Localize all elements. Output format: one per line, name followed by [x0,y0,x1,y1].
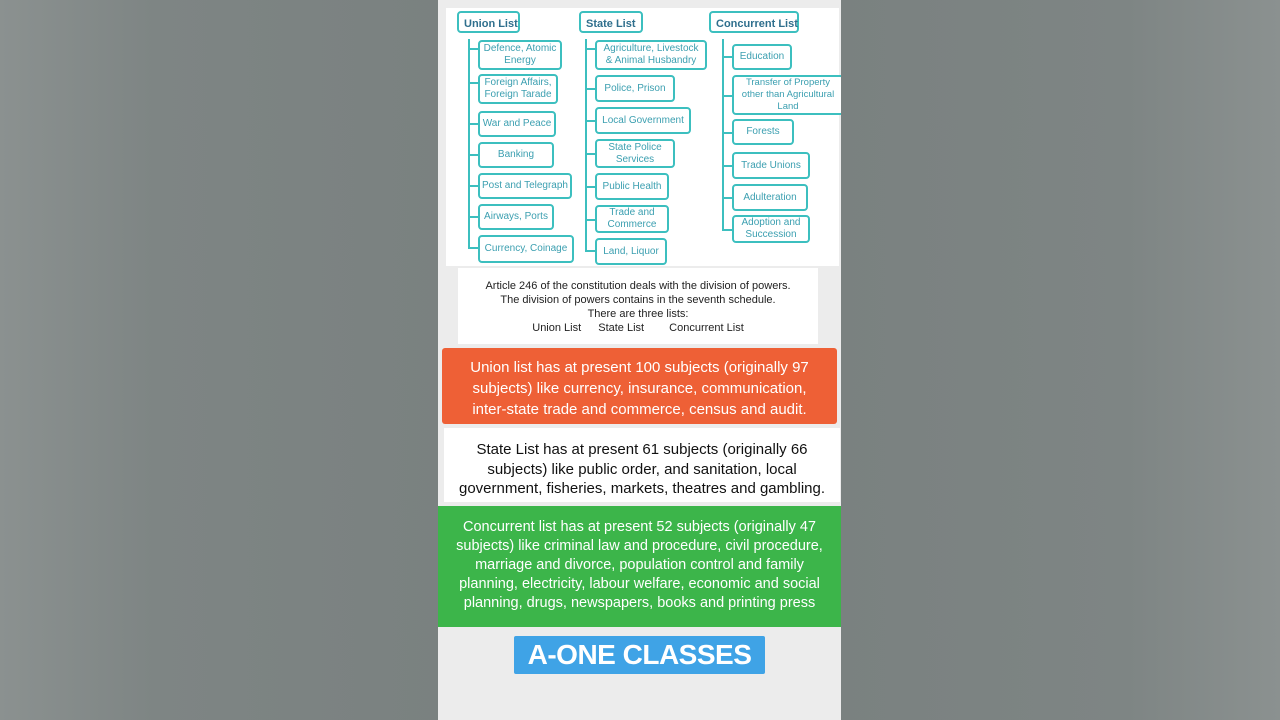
concurrent-list-header: Concurrent List [709,11,799,33]
concurrent-item: Education [732,44,792,70]
concurrent-item: Adulteration [732,184,808,211]
panel-line: subjects) like criminal law and procedure, civil procedure, [456,538,823,554]
union-item: Banking [478,142,554,168]
panel-line: State List has at present 61 subjects (originally 66 [476,441,808,458]
union-item: Currency, Coinage [478,235,574,263]
intro-line: The division of powers contains in the seventh schedule. [500,294,776,306]
state-item: Land, Liquor [595,238,667,265]
concurrent-item: Transfer of Property other than Agricultural Land [732,75,841,115]
video-frame [438,0,841,720]
union-list-header: Union List [457,11,520,33]
panel-line: planning, drugs, newspapers, books and printing press [463,595,816,611]
state-item: Local Government [595,107,691,134]
state-item: Public Health [595,173,669,200]
union-item: War and Peace [478,111,556,137]
union-item: Airways, Ports [478,204,554,230]
concurrent-item: Forests [732,119,794,145]
union-item: Foreign Affairs, Foreign Tarade [478,74,558,104]
brand-banner: A-ONE CLASSES [514,636,765,674]
concurrent-list-panel [438,506,841,627]
intro-lists [458,321,818,335]
panel-line: inter-state trade and commerce, census and audit. [472,401,807,418]
state-item: Police, Prison [595,75,675,102]
concurrent-item: Trade Unions [732,152,810,179]
intro-list-name: Union List [532,322,582,334]
intro-list-name: State List [598,322,645,334]
panel-line: Concurrent list has at present 52 subjects (originally 47 [462,519,816,535]
concurrent-item: Adoption and Succession [732,215,810,243]
concurrent-connector [722,39,724,229]
panel-line: subjects) like public order, and sanitation, local [487,460,797,478]
union-list-panel [442,348,837,424]
division-of-powers-diagram [446,8,839,266]
state-list-panel [444,428,840,502]
intro-line: Article 246 of the constitution deals with the division of powers. [485,280,791,292]
panel-line: marriage and divorce, population control and family [475,557,804,573]
panel-line: government, fisheries, markets, theatres and gambling. [458,480,825,497]
intro-line: There are three lists: [587,308,689,320]
state-item: Agriculture, Livestock & Animal Husbandry [595,40,707,70]
state-item: State Police Services [595,139,675,168]
intro-list-name: Concurrent List [669,322,744,334]
background-watermark [556,116,571,171]
union-item: Defence, Atomic Energy [478,40,562,70]
panel-line: planning, electricity, labour welfare, economic and social [459,576,820,592]
panel-line: Union list has at present 100 subjects (originally 97 [470,359,809,376]
state-item: Trade and Commerce [595,205,669,233]
panel-line: subjects) like currency, insurance, communication, [472,380,807,397]
state-list-header: State List [579,11,643,33]
intro-paragraph [458,268,818,344]
union-item: Post and Telegraph [478,173,572,199]
